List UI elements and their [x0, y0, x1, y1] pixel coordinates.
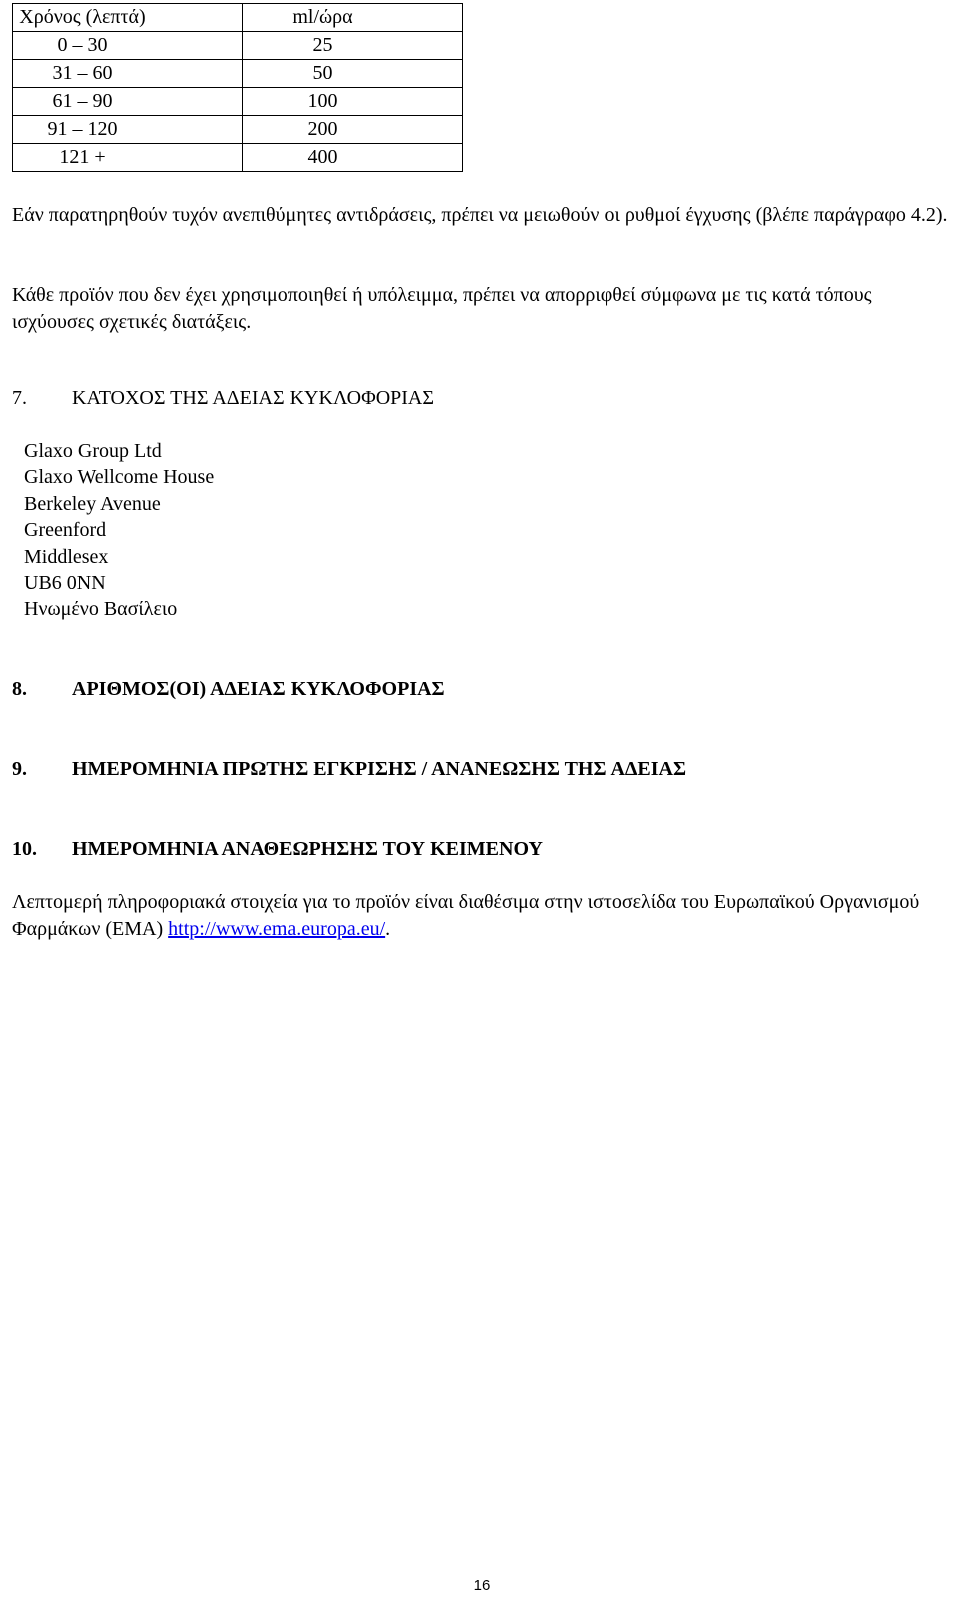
- section-number: 10.: [12, 838, 37, 860]
- table-row: [13, 116, 463, 144]
- section-number: 8.: [12, 678, 27, 700]
- address-line: UB6 0NN: [24, 572, 106, 595]
- section-title: ΗΜΕΡΟΜΗΝΙΑ ΑΝΑΘΕΩΡΗΣΗΣ ΤΟΥ ΚΕΙΜΕΝΟΥ: [72, 838, 543, 860]
- table-cell: 200: [243, 116, 463, 144]
- table-cell: 91 – 120: [13, 116, 243, 144]
- section-10-heading: [12, 836, 543, 863]
- address-line: Greenford: [24, 519, 107, 542]
- table-cell: 31 – 60: [13, 60, 243, 88]
- product-information-paragraph: [12, 889, 952, 943]
- table-cell: 100: [243, 88, 463, 116]
- table-cell: 61 – 90: [13, 88, 243, 116]
- info-suffix: .: [385, 918, 391, 940]
- address-line: Ηνωμένο Βασίλειο: [24, 598, 178, 621]
- table-cell: 400: [243, 144, 463, 172]
- table-cell: 121 +: [13, 144, 243, 172]
- address-line: Glaxo Group Ltd: [24, 440, 162, 462]
- section-title: ΗΜΕΡΟΜΗΝΙΑ ΠΡΩΤΗΣ ΕΓΚΡΙΣΗΣ / ΑΝΑΝΕΩΣΗΣ ΤΗΣ ΑΔΕΙΑΣ: [72, 758, 687, 780]
- table-header-cell: ml/ώρα: [243, 4, 463, 32]
- table-cell: 0 – 30: [13, 32, 243, 60]
- section-7-heading: [12, 385, 434, 412]
- disposal-paragraph: Κάθε προϊόν που δεν έχει χρησιμοποιηθεί ή υπόλειμμα, πρέπει να απορριφθεί σύμφωνα με τις κατά τόπους ισχύουσες σχετικές διατάξεις.: [12, 284, 872, 333]
- info-text: Λεπτομερή πληροφοριακά στοιχεία για το προϊόν είναι διαθέσιμα στην ιστοσελίδα του Ευρωπαϊκού Οργανισμού Φαρμάκων (ΕΜΑ): [12, 891, 920, 940]
- section-9-heading: [12, 756, 686, 783]
- section-number: 9.: [12, 758, 27, 780]
- table-row: [13, 60, 463, 88]
- infusion-rate-table: [12, 3, 463, 172]
- table-header-cell: Χρόνος (λεπτά): [13, 4, 243, 32]
- section-8-heading: [12, 676, 445, 703]
- ema-website-link[interactable]: http://www.ema.europa.eu/: [168, 918, 386, 940]
- address-line: Berkeley Avenue: [24, 492, 161, 515]
- table-row: [13, 144, 463, 172]
- address-line: Glaxo Wellcome House: [24, 466, 215, 489]
- table-row: [13, 88, 463, 116]
- marketing-authorisation-holder-address: [24, 438, 214, 623]
- section-title: ΑΡΙΘΜΟΣ(ΟΙ) ΑΔΕΙΑΣ ΚΥΚΛΟΦΟΡΙΑΣ: [72, 678, 445, 700]
- address-line: Middlesex: [24, 545, 109, 568]
- section-number: 7.: [12, 387, 27, 409]
- table-row: [13, 32, 463, 60]
- table-header-row: [13, 4, 463, 32]
- table-cell: 50: [243, 60, 463, 88]
- table-cell: 25: [243, 32, 463, 60]
- adverse-reactions-paragraph: Εάν παρατηρηθούν τυχόν ανεπιθύμητες αντιδράσεις, πρέπει να μειωθούν οι ρυθμοί έγχυσης (βλέπε παράγραφο 4.2).: [12, 204, 948, 226]
- page-number: 16: [473, 1577, 491, 1594]
- section-title: ΚΑΤΟΧΟΣ ΤΗΣ ΑΔΕΙΑΣ ΚΥΚΛΟΦΟΡΙΑΣ: [72, 387, 435, 409]
